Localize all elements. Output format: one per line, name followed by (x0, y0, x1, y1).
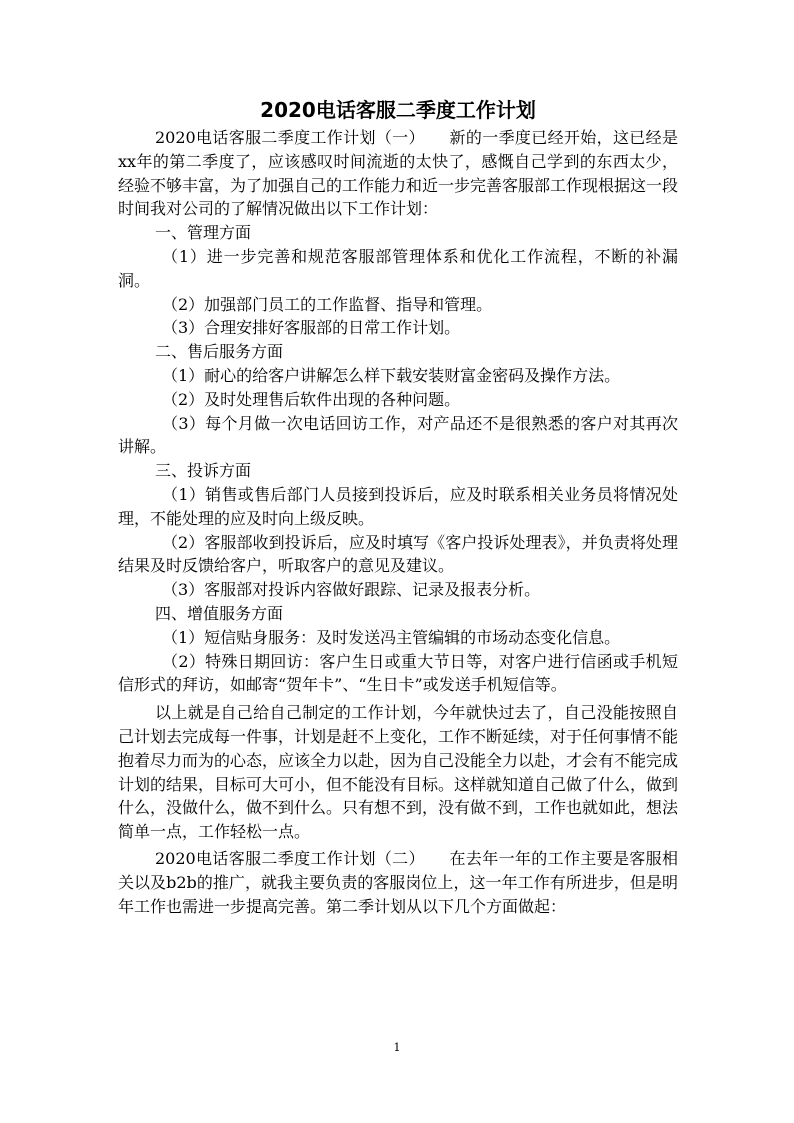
section-heading-management: 一、管理方面 (155, 223, 252, 243)
list-item: （3）客服部对投诉内容做好跟踪、记录及报表分析。 (162, 580, 541, 600)
list-item: （1）短信贴身服务：及时发送冯主管编辑的市场动态变化信息。 (162, 627, 621, 647)
summary-paragraph: 以上就是自己给自己制定的工作计划，今年就快过去了，自己没能按照自己计划去完成每一件事，计划是赶不上变化，工作不断延续，对于任何事情不能抱着尽力而为的心态，应该全力以赴，因为自己没能全力以赴，才会有不能完成计划的结果，目标可大可小，但不能没有目标。这样就知道自己做了什么，做到什么，没做什么，做不到什么。只有想不到，没有做不到，工作也就如此，想法简单一点，工作轻松一点。 (118, 703, 679, 842)
list-item: （1）销售或售后部门人员接到投诉后，应及时联系相关业务员将情况处理，不能处理的应及时向上级反映。 (118, 484, 678, 528)
list-item: （2）加强部门员工的工作监督、指导和管理。 (162, 294, 493, 314)
intro-paragraph: 2020电话客服二季度工作计划（一） 新的一季度已经开始，这已经是xx年的第二季度了，应该感叹时间流逝的太快了，感慨自己学到的东西太少，经验不够丰富，为了加强自己的工作能力和近一步完善客服部工作现根据这一段时间我对公司的了解情况做出以下工作计划： (118, 128, 679, 219)
list-item: （2）及时处理售后软件出现的各种问题。 (162, 389, 461, 409)
page-number: 1 (393, 1041, 401, 1054)
section-heading-complaints: 三、投诉方面 (155, 461, 252, 481)
document-title: 2020电话客服二季度工作计划 (260, 98, 536, 122)
section-heading-value-added: 四、增值服务方面 (155, 603, 284, 623)
list-item: （2）客服部收到投诉后，应及时填写《客户投诉处理表》，并负责将处理结果及时反馈给客户，听取客户的意见及建议。 (118, 532, 678, 576)
list-item: （2）特殊日期回访：客户生日或重大节日等，对客户进行信函或手机短信形式的拜访，如邮寄“贺年卡”、“生日卡”或发送手机短信等。 (118, 651, 678, 695)
list-item: （3）合理安排好客服部的日常工作计划。 (162, 318, 461, 338)
list-item: （1）进一步完善和规范客服部管理体系和优化工作流程，不断的补漏洞。 (118, 246, 678, 290)
plan-two-paragraph: 2020电话客服二季度工作计划（二） 在去年一年的工作主要是客服相关以及b2b的推广，就我主要负责的客服岗位上，这一年工作有所进步，但是明年工作也需进一步提高完善。第二季计划从以下几个方面做起： (118, 848, 678, 916)
list-item: （1）耐心的给客户讲解怎么样下载安装财富金密码及操作方法。 (162, 365, 621, 385)
section-heading-after-sales: 二、售后服务方面 (155, 342, 284, 362)
document-body (118, 96, 678, 918)
list-item: （3）每个月做一次电话回访工作，对产品还不是很熟悉的客户对其再次讲解。 (118, 413, 678, 457)
